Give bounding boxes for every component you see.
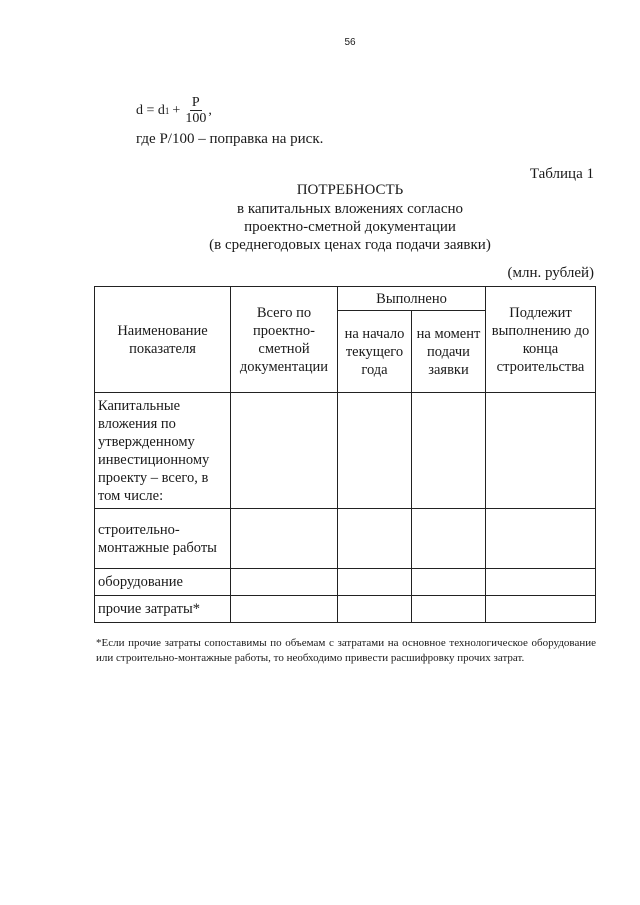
table-cell [231, 569, 338, 596]
table-cell [412, 569, 486, 596]
formula-plus: + [172, 102, 181, 118]
table-subtitle-2: проектно-сметной документации [244, 219, 456, 235]
formula-denominator: 100 [185, 111, 207, 126]
formula-trail: , [208, 102, 212, 118]
table-subtitle-1: в капитальных вложениях согласно [236, 201, 464, 217]
table-cell [231, 509, 338, 569]
capital-investment-table [94, 286, 596, 623]
header-done-start: на начало текущего года [338, 311, 412, 393]
table-row [95, 596, 596, 623]
table-cell [486, 596, 596, 623]
table-cell [338, 569, 412, 596]
row-label-other: прочие затраты* [95, 596, 231, 623]
table-row [95, 393, 596, 509]
table-cell [338, 596, 412, 623]
table-cell [486, 569, 596, 596]
header-remaining: Подлежит выполнению до конца строительства [486, 287, 596, 393]
formula-explanation: где Р/100 – поправка на риск. [136, 131, 324, 147]
table-title: ПОТРЕБНОСТЬ [296, 182, 404, 198]
table-header-row [95, 287, 596, 311]
table-subtitle-3: (в среднегодовых ценах года подачи заявки) [209, 237, 491, 253]
formula-numerator: P [191, 95, 200, 110]
table-cell [412, 596, 486, 623]
units-label: (млн. рублей) [507, 265, 594, 281]
table-label: Таблица 1 [529, 166, 594, 182]
row-label-total: Капитальные вложения по утвержденному инвестиционному проекту – всего, в том числе: [95, 393, 231, 509]
table-cell [338, 509, 412, 569]
footnote: *Если прочие затраты сопоставимы по объемам с затратами на основное технологическое оборудование или строительно-монтажные работы, то необходимо привести расшифровку прочих затрат. [96, 637, 596, 664]
row-label-equipment: оборудование [95, 569, 231, 596]
table-cell [231, 393, 338, 509]
page-number: 56 [344, 37, 356, 48]
table-cell [486, 393, 596, 509]
header-done-moment: на момент подачи заявки [412, 311, 486, 393]
header-name: Наименование показателя [95, 287, 231, 393]
table-cell [412, 509, 486, 569]
row-label-construction: строительно-монтажные работы [95, 509, 231, 569]
formula-lhs: d = d [136, 102, 165, 118]
table-row [95, 569, 596, 596]
table-cell [412, 393, 486, 509]
table-row [95, 509, 596, 569]
risk-formula [136, 95, 212, 126]
table-cell [338, 393, 412, 509]
formula-subscript: 1 [164, 105, 170, 116]
header-total: Всего по проектно-сметной документации [231, 287, 338, 393]
formula-fraction [185, 95, 206, 126]
header-done: Выполнено [338, 287, 486, 311]
table-cell [231, 596, 338, 623]
table-cell [486, 509, 596, 569]
